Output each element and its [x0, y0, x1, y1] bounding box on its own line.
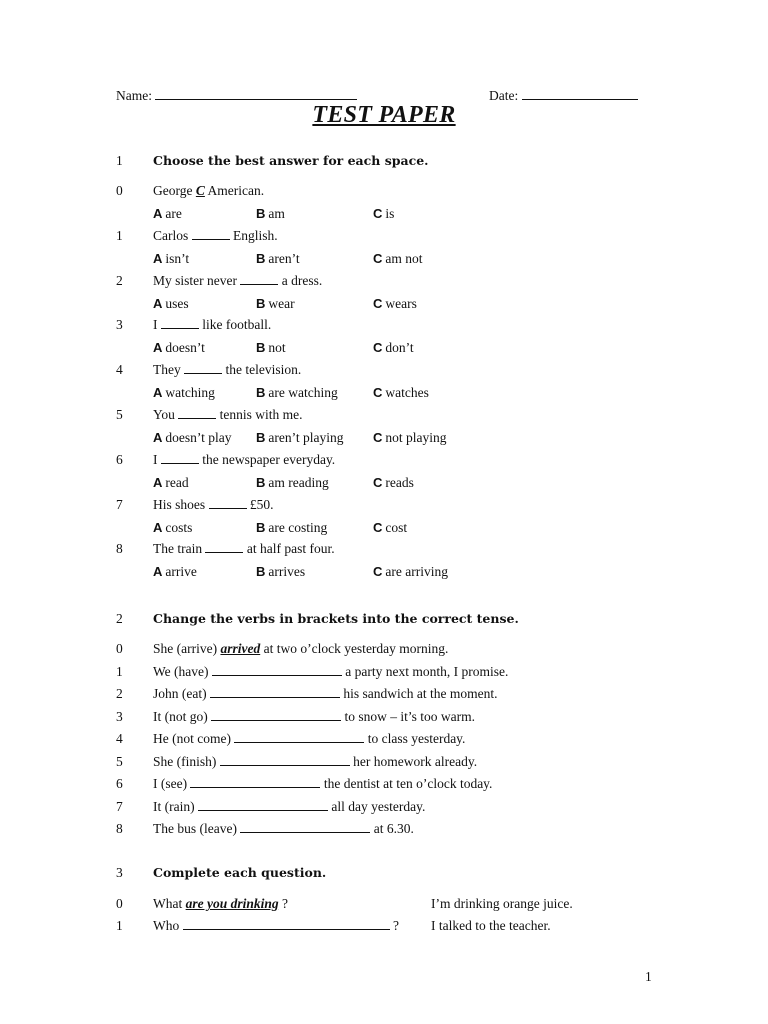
question-post: tennis with me.	[219, 407, 303, 422]
answer-option[interactable]	[256, 520, 327, 536]
answer-option[interactable]	[153, 340, 205, 356]
date-label: Date:	[489, 88, 519, 103]
question-number: 1	[116, 918, 123, 933]
question-number: 0	[116, 183, 123, 198]
question-pre: What	[153, 896, 183, 911]
option-letter: C	[373, 340, 383, 356]
question-post: at two o’clock yesterday morning.	[263, 641, 449, 656]
question-number: 0	[116, 896, 123, 911]
answer-option[interactable]	[373, 564, 448, 580]
option-text: uses	[165, 295, 189, 311]
question-post: American.	[207, 183, 265, 198]
option-text: are costing	[268, 519, 328, 535]
answer-option[interactable]	[153, 385, 215, 401]
option-letter: A	[153, 295, 163, 311]
option-letter: B	[256, 295, 266, 311]
answer-blank[interactable]	[234, 732, 364, 743]
option-letter: B	[256, 385, 266, 401]
question-number: 6	[116, 776, 123, 791]
option-letter: C	[373, 564, 383, 580]
question-number: 3	[116, 317, 123, 333]
option-letter: B	[256, 206, 266, 221]
section-2-number: 2	[116, 611, 123, 626]
answer-option[interactable]	[153, 296, 189, 312]
name-label: Name:	[116, 88, 152, 103]
question-post: his sandwich at the moment.	[343, 686, 498, 701]
question-text	[153, 896, 288, 912]
question-text	[153, 686, 497, 702]
option-letter: A	[153, 250, 163, 266]
example-answer: arrived	[220, 641, 261, 656]
option-letter: A	[153, 564, 163, 580]
page-number: 1	[645, 969, 652, 984]
option-letter: B	[256, 340, 266, 356]
question-post: to snow – it’s too warm.	[344, 708, 475, 724]
question-number: 8	[116, 821, 123, 836]
answer-option[interactable]	[256, 296, 295, 312]
option-text: not	[268, 340, 286, 356]
option-text: watching	[165, 385, 215, 401]
answer-option[interactable]	[153, 520, 192, 536]
option-text: is	[385, 206, 395, 221]
option-text: arrives	[268, 564, 306, 580]
question-text	[153, 821, 414, 837]
page-title: TEST PAPER	[312, 102, 456, 128]
option-letter: A	[153, 474, 163, 490]
option-letter: C	[373, 206, 383, 221]
option-text: wear	[268, 295, 295, 311]
question-pre: It (not go)	[153, 708, 208, 724]
answer-blank[interactable]	[210, 687, 340, 698]
answer-option[interactable]	[373, 475, 414, 491]
question-text	[153, 183, 264, 199]
option-text: doesn’t	[165, 340, 205, 356]
option-letter: A	[153, 519, 163, 535]
option-letter: C	[373, 385, 383, 401]
section-3-title: Complete each question.	[153, 865, 327, 880]
question-number: 3	[116, 708, 123, 724]
answer-blank[interactable]	[190, 777, 320, 788]
answer-blank[interactable]	[192, 229, 230, 240]
option-text: am	[268, 206, 285, 221]
question-pre: She (finish)	[153, 753, 217, 769]
question-pre: They	[153, 362, 181, 378]
question-pre: It (rain)	[153, 798, 195, 814]
option-text: arrive	[165, 564, 197, 580]
question-text	[153, 731, 465, 747]
answer-option[interactable]	[153, 475, 189, 491]
answer-option[interactable]	[373, 340, 414, 356]
question-pre: The train	[153, 541, 203, 557]
option-letter: B	[256, 250, 266, 266]
option-letter: A	[153, 430, 163, 445]
question-post: her homework already.	[353, 753, 478, 769]
question-number: 7	[116, 798, 123, 814]
option-letter: B	[256, 430, 266, 445]
question-number: 1	[116, 227, 123, 243]
option-letter: C	[373, 430, 383, 445]
question-text	[153, 918, 399, 934]
answer-blank[interactable]	[211, 710, 341, 721]
question-pre: I	[153, 317, 158, 333]
section-1-title: Choose the best answer for each space.	[153, 153, 429, 168]
answer-option[interactable]	[153, 251, 189, 267]
question-number: 5	[116, 407, 123, 422]
answer-option[interactable]	[373, 385, 429, 401]
example-answer: are you drinking	[185, 896, 279, 911]
answer-option[interactable]	[256, 564, 305, 580]
section-2-title: Change the verbs in brackets into the correct tense.	[153, 611, 519, 626]
answer-blank[interactable]	[205, 542, 243, 553]
option-text: aren’t playing	[268, 430, 344, 445]
question-text	[153, 709, 475, 725]
answer-blank[interactable]	[220, 755, 350, 766]
question-post: like football.	[202, 317, 272, 333]
answer-option[interactable]	[256, 206, 285, 222]
question-text	[153, 641, 448, 657]
question-post: ?	[393, 918, 399, 933]
question-post: all day yesterday.	[331, 798, 426, 814]
question-post: a dress.	[281, 272, 323, 288]
question-number: 4	[116, 731, 123, 746]
response-text: I’m drinking orange juice.	[431, 896, 573, 911]
option-text: not playing	[385, 430, 447, 445]
answer-blank[interactable]	[183, 919, 390, 930]
question-post: at half past four.	[246, 541, 335, 557]
question-post: the dentist at ten o’clock today.	[323, 776, 493, 791]
option-letter: C	[373, 295, 383, 311]
answer-option[interactable]	[373, 520, 407, 536]
option-text: aren’t	[268, 250, 300, 266]
question-text	[153, 452, 335, 468]
answer-blank[interactable]	[184, 363, 222, 374]
answer-option[interactable]	[153, 564, 197, 580]
question-number: 4	[116, 362, 123, 378]
question-number: 6	[116, 451, 123, 467]
question-post: a party next month, I promise.	[345, 663, 509, 679]
question-post: ?	[282, 896, 289, 911]
answer-blank[interactable]	[209, 498, 247, 509]
question-text	[153, 317, 271, 333]
option-text: isn’t	[165, 250, 190, 266]
option-letter: B	[256, 519, 266, 535]
answer-option[interactable]	[256, 475, 329, 491]
question-pre: He (not come)	[153, 731, 231, 746]
answer-option[interactable]	[256, 385, 338, 401]
question-text	[153, 754, 477, 770]
question-text	[153, 407, 303, 423]
question-text	[153, 228, 278, 244]
option-letter: C	[373, 250, 383, 266]
answer-blank[interactable]	[161, 318, 199, 329]
answer-option[interactable]	[256, 340, 286, 356]
option-text: am reading	[268, 474, 329, 490]
question-text	[153, 541, 335, 557]
question-post: the newspaper everyday.	[202, 451, 336, 467]
answer-blank[interactable]	[161, 453, 199, 464]
section-3-number: 3	[116, 865, 123, 880]
option-text: doesn’t play	[165, 430, 232, 445]
question-number: 7	[116, 496, 123, 512]
option-text: wears	[385, 295, 417, 311]
option-text: costs	[165, 519, 193, 535]
option-letter: B	[256, 474, 266, 490]
option-letter: A	[153, 206, 163, 221]
question-pre: The bus (leave)	[153, 821, 237, 836]
question-pre: Who	[153, 918, 180, 933]
question-pre: She (arrive)	[153, 641, 218, 656]
answer-option[interactable]	[256, 251, 300, 267]
question-pre: I	[153, 451, 158, 467]
option-letter: A	[153, 340, 163, 356]
answer-blank[interactable]	[198, 800, 328, 811]
option-text: am not	[385, 250, 423, 266]
option-text: are arriving	[385, 564, 448, 580]
question-pre: John (eat)	[153, 686, 207, 701]
question-text	[153, 799, 425, 815]
option-letter: C	[373, 474, 383, 490]
option-text: are	[165, 206, 182, 221]
question-pre: His shoes	[153, 496, 206, 512]
answer-option[interactable]	[373, 430, 447, 446]
answer-option[interactable]	[153, 206, 182, 222]
question-number: 2	[116, 686, 123, 701]
option-text: cost	[385, 519, 408, 535]
section-1-number: 1	[116, 153, 123, 168]
question-text	[153, 497, 274, 513]
question-post: the television.	[225, 362, 302, 378]
question-pre: We (have)	[153, 663, 209, 679]
name-blank[interactable]	[155, 99, 357, 100]
answer-blank[interactable]	[178, 408, 216, 419]
example-answer: C	[195, 183, 205, 198]
question-number: 1	[116, 663, 123, 679]
option-letter: A	[153, 385, 163, 401]
question-pre: You	[153, 407, 175, 422]
question-post: at 6.30.	[373, 821, 414, 836]
answer-option[interactable]	[373, 251, 423, 267]
question-post: £50.	[249, 496, 274, 512]
answer-blank[interactable]	[240, 274, 278, 285]
question-pre: Carlos	[153, 227, 189, 243]
option-text: read	[165, 474, 189, 490]
option-text: don’t	[385, 340, 414, 356]
answer-option[interactable]	[373, 206, 394, 222]
date-blank[interactable]	[522, 99, 638, 100]
question-text	[153, 664, 508, 680]
answer-blank[interactable]	[212, 665, 342, 676]
option-letter: C	[373, 519, 383, 535]
answer-option[interactable]	[153, 430, 232, 446]
response-text: I talked to the teacher.	[431, 918, 551, 933]
question-post: English.	[233, 227, 278, 243]
answer-option[interactable]	[256, 430, 344, 446]
question-number: 2	[116, 272, 123, 288]
question-post: to class yesterday.	[367, 731, 466, 746]
option-text: are watching	[268, 385, 338, 401]
answer-option[interactable]	[373, 296, 417, 312]
question-text	[153, 362, 301, 378]
question-pre: George	[153, 183, 193, 198]
question-number: 8	[116, 541, 123, 557]
question-text	[153, 776, 492, 792]
option-text: watches	[385, 385, 429, 401]
answer-blank[interactable]	[240, 822, 370, 833]
question-number: 5	[116, 753, 123, 769]
option-text: reads	[385, 474, 414, 490]
question-pre: My sister never	[153, 272, 237, 288]
question-number: 0	[116, 641, 123, 656]
question-text	[153, 273, 322, 289]
question-pre: I (see)	[153, 776, 188, 791]
option-letter: B	[256, 564, 266, 580]
